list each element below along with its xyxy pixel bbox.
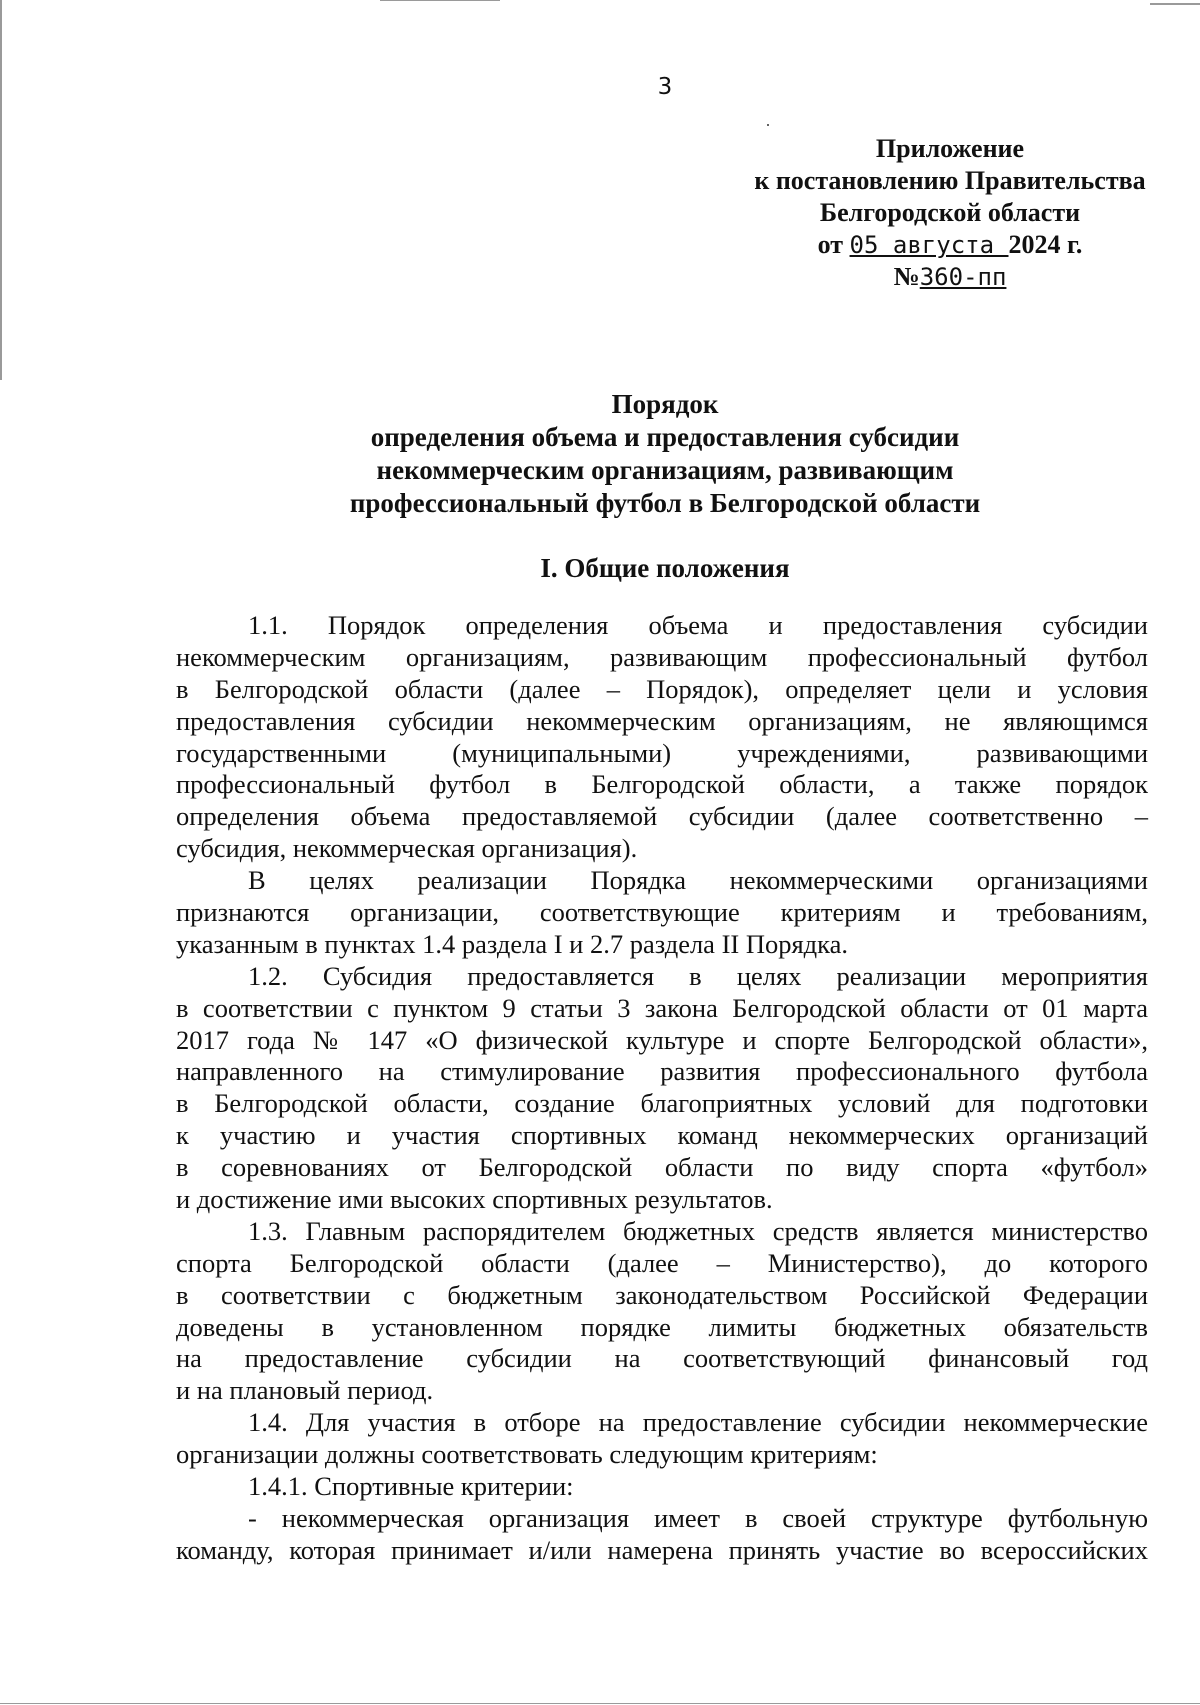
body-line: 2017 года № 147 «О физической культуре и спорте Белгородской области», — [176, 1024, 1148, 1055]
body-line: профессиональный футбол в Белгородской области, а также порядок — [176, 769, 1148, 800]
scan-edge-bottom — [0, 1703, 1200, 1704]
body-line: организации должны соответствовать следующим критериям: — [176, 1439, 878, 1470]
body-line: 1.3. Главным распорядителем бюджетных средств является министерство — [248, 1215, 1148, 1246]
body-line: в Белгородской области (далее – Порядок), определяет цели и условия — [176, 673, 1148, 704]
appendix-title: Приложение — [875, 134, 1025, 163]
section-heading: I. Общие положения — [540, 553, 790, 583]
title-line-1: Порядок — [611, 389, 719, 419]
body-line: на предоставление субсидии на соответствующий финансовый год — [176, 1343, 1148, 1374]
appendix-region: Белгородской области — [819, 198, 1081, 227]
body-line: 1.2. Субсидия предоставляется в целях реализации мероприятия — [248, 960, 1148, 991]
body-line: в соответствии с бюджетным законодательством Российской Федерации — [176, 1279, 1148, 1310]
body-line: 1.1. Порядок определения объема и предоставления субсидии — [248, 610, 1148, 640]
body-line: спорта Белгородской области (далее – Министерство), до которого — [176, 1247, 1148, 1278]
body-line: в соревнованиях от Белгородской области по виду спорта «футбол» — [176, 1152, 1148, 1183]
body-line: в соответствии с пунктом 9 статьи 3 закона Белгородской области от 01 марта — [176, 992, 1148, 1023]
body-line: - некоммерческая организация имеет в своей структуре футбольную — [248, 1502, 1148, 1533]
body-line: к участию и участия спортивных команд некоммерческих организаций — [176, 1120, 1148, 1151]
appendix-number-line — [690, 261, 1200, 293]
body-line: 1.4. Для участия в отборе на предоставление субсидии некоммерческие — [248, 1407, 1148, 1438]
body-line: в Белгородской области, создание благоприятных условий для подготовки — [176, 1088, 1148, 1119]
body-line: предоставления субсидии некоммерческим организациям, не являющимся — [176, 705, 1148, 736]
body-line: некоммерческим организациям, развивающим профессиональный футбол — [176, 641, 1148, 672]
appendix-block — [690, 133, 1200, 293]
body-line: субсидия, некоммерческая организация). — [176, 833, 638, 864]
date-prefix: от — [817, 230, 844, 259]
body-line: государственными (муниципальными) учреждениями, развивающими — [176, 737, 1148, 768]
title-line-4: профессиональный футбол в Белгородской области — [349, 488, 981, 518]
body-line: указанным в пунктах 1.4 раздела I и 2.7 раздела II Порядка. — [176, 928, 849, 959]
number-prefix: № — [893, 262, 920, 291]
appendix-resolution: к постановлению Правительства — [754, 166, 1146, 195]
body-line: и на плановый период. — [176, 1375, 434, 1406]
scan-edge-left — [0, 0, 2, 380]
date-year: 2024 г. — [1008, 230, 1083, 259]
appendix-date-line — [690, 229, 1200, 261]
body-line: доведены в установленном порядке лимиты бюджетных обязательств — [176, 1311, 1148, 1342]
scan-dot — [767, 124, 769, 126]
body-line: направленного на стимулирование развития профессионального футбола — [176, 1056, 1148, 1087]
body-line: В целях реализации Порядка некоммерческими организациями — [248, 865, 1148, 896]
title-line-2: определения объема и предоставления субсидии — [370, 422, 960, 452]
number-handwritten: 360-пп — [919, 263, 1007, 291]
scan-edge-top — [380, 0, 500, 1]
body-line: признаются организации, соответствующие критериям и требованиям, — [176, 897, 1148, 928]
title-line-3: некоммерческим организациям, развивающим — [376, 455, 954, 485]
body-line: 1.4.1. Спортивные критерии: — [248, 1471, 574, 1502]
document-title — [180, 388, 1150, 520]
date-handwritten: 05 августа — [849, 231, 1009, 259]
body-line: и достижение ими высоких спортивных результатов. — [176, 1184, 773, 1215]
body-line: определения объема предоставляемой субсидии (далее соответственно – — [176, 801, 1148, 832]
body-text — [176, 610, 1148, 1567]
scan-edge-top-right — [1150, 3, 1200, 5]
body-line: команду, которая принимает и/или намерена принять участие во всероссийских — [176, 1534, 1148, 1565]
page-number: 3 — [657, 74, 673, 100]
